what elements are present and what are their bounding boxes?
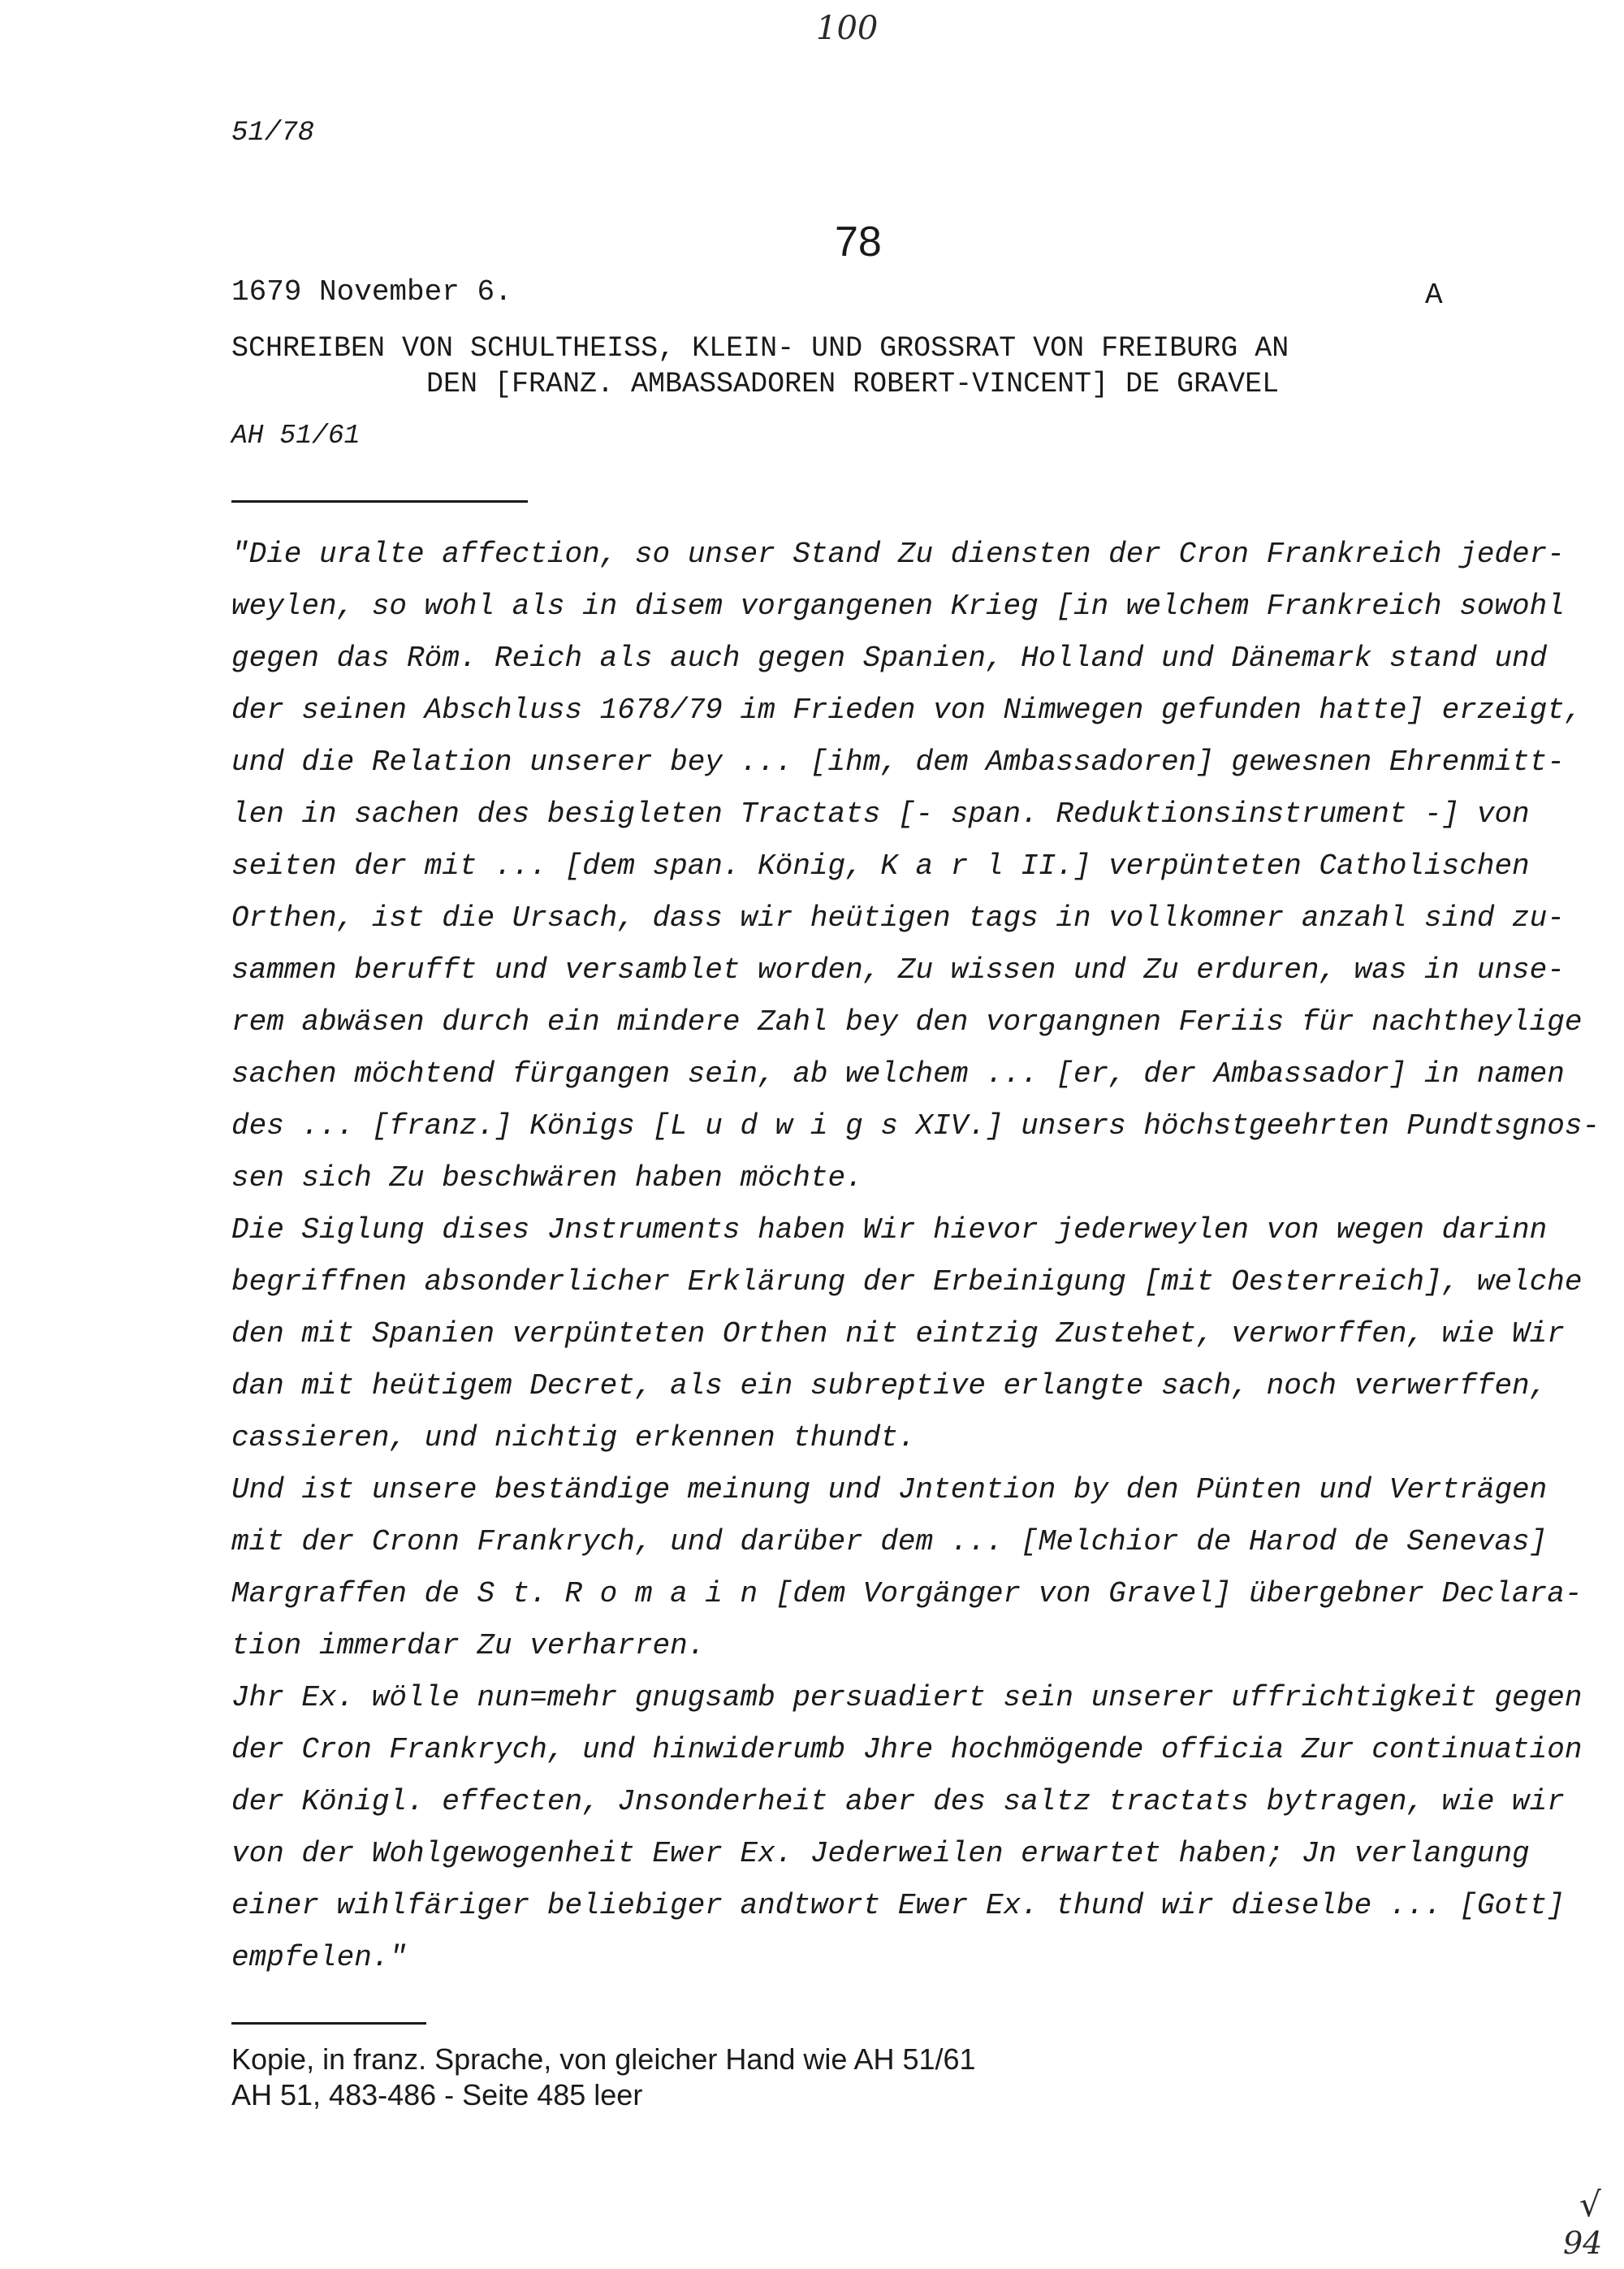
body-line: weylen, so wohl als in disem vorgangenen Krieg [in welchem Frankreich sowohl bbox=[231, 590, 1565, 623]
body-line: der Cron Frankrych, und hinwiderumb Jhre hochmögende officia Zur continuation bbox=[231, 1733, 1583, 1766]
body-line: Die Siglung dises Jnstruments haben Wir hievor jederweylen von wegen darinn bbox=[231, 1213, 1548, 1247]
body-line: Und ist unsere beständige meinung und Jntention by den Pünten und Verträgen bbox=[231, 1473, 1548, 1506]
body-line: den mit Spanien verpünteten Orthen nit eintzig Zustehet, verworffen, wie Wir bbox=[231, 1317, 1565, 1351]
body-line: mit der Cronn Frankrych, und darüber dem ... [Melchior de Harod de Senevas] bbox=[231, 1525, 1548, 1558]
header-divider bbox=[231, 500, 528, 503]
document-letter: A bbox=[1425, 279, 1443, 312]
source-reference: AH 51/61 bbox=[231, 421, 361, 451]
body-line: Orthen, ist die Ursach, dass wir heütigen tags in vollkomner anzahl sind zu- bbox=[231, 901, 1565, 935]
body-line: sachen möchtend fürgangen sein, ab welchem ... [er, der Ambassador] in namen bbox=[231, 1057, 1565, 1091]
body-line: Jhr Ex. wölle nun=mehr gnugsamb persuadiert sein unserer uffrichtigkeit gegen bbox=[231, 1681, 1583, 1714]
body-line: der seinen Abschluss 1678/79 im Frieden von Nimwegen gefunden hatte] erzeigt, bbox=[231, 694, 1583, 727]
body-line: sen sich Zu beschwären haben möchte. bbox=[231, 1161, 863, 1195]
document-date: 1679 November 6. bbox=[231, 275, 512, 309]
body-line: tion immerdar Zu verharren. bbox=[231, 1629, 706, 1662]
top-page-number: 100 bbox=[816, 10, 879, 47]
footer-note-1: Kopie, in franz. Sprache, von gleicher Hand wie AH 51/61 bbox=[231, 2042, 976, 2076]
body-line: sammen berufft und versamblet worden, Zu wissen und Zu erduren, was in unse- bbox=[231, 953, 1565, 987]
footer-divider bbox=[231, 2022, 426, 2025]
footer-note-2: AH 51, 483-486 - Seite 485 leer bbox=[231, 2078, 643, 2111]
body-line: "Die uralte affection, so unser Stand Zu diensten der Cron Frankreich jeder- bbox=[231, 538, 1565, 571]
handwritten-page-number: 94 bbox=[1563, 2225, 1603, 2261]
body-line: der Königl. effecten, Jnsonderheit aber des saltz tractats bytragen, wie wir bbox=[231, 1785, 1565, 1818]
body-line: von der Wohlgewogenheit Ewer Ex. Jederweilen erwartet haben; Jn verlangung bbox=[231, 1837, 1530, 1870]
body-line: einer wihlfäriger beliebiger andtwort Ewer Ex. thund wir dieselbe ... [Gott] bbox=[231, 1889, 1565, 1922]
body-line: rem abwäsen durch ein mindere Zahl bey den vorgangnen Feriis für nachtheylige bbox=[231, 1005, 1583, 1039]
body-line: empfelen." bbox=[231, 1941, 408, 1974]
body-line: und die Relation unserer bey ... [ihm, dem Ambassadoren] gewesnen Ehrenmitt- bbox=[231, 746, 1565, 779]
body-line: des ... [franz.] Königs [L u d w i g s XIV.] unsers höchstgeehrten Pundtsgnos- bbox=[231, 1109, 1600, 1143]
check-mark: √ bbox=[1579, 2185, 1601, 2224]
body-line: Margraffen de S t. R o m a i n [dem Vorgänger von Gravel] übergebner Declara- bbox=[231, 1577, 1583, 1610]
body-line: gegen das Röm. Reich als auch gegen Spanien, Holland und Dänemark stand und bbox=[231, 642, 1548, 675]
document-title-line-1: SCHREIBEN VON SCHULTHEISS, KLEIN- UND GROSSRAT VON FREIBURG AN bbox=[231, 332, 1289, 365]
reference-number: 51/78 bbox=[231, 118, 315, 149]
body-line: dan mit heütigem Decret, als ein subreptive erlangte sach, noch verwerffen, bbox=[231, 1369, 1548, 1402]
body-line: len in sachen des besigleten Tractats [- span. Reduktionsinstrument -] von bbox=[231, 797, 1530, 831]
document-title-line-2: DEN [FRANZ. AMBASSADOREN ROBERT-VINCENT] DE GRAVEL bbox=[426, 368, 1280, 400]
body-line: seiten der mit ... [dem span. König, K a r l II.] verpünteten Catholischen bbox=[231, 849, 1530, 883]
document-number: 78 bbox=[835, 218, 882, 266]
body-line: cassieren, und nichtig erkennen thundt. bbox=[231, 1421, 916, 1454]
body-line: begriffnen absonderlicher Erklärung der Erbeinigung [mit Oesterreich], welche bbox=[231, 1265, 1583, 1299]
